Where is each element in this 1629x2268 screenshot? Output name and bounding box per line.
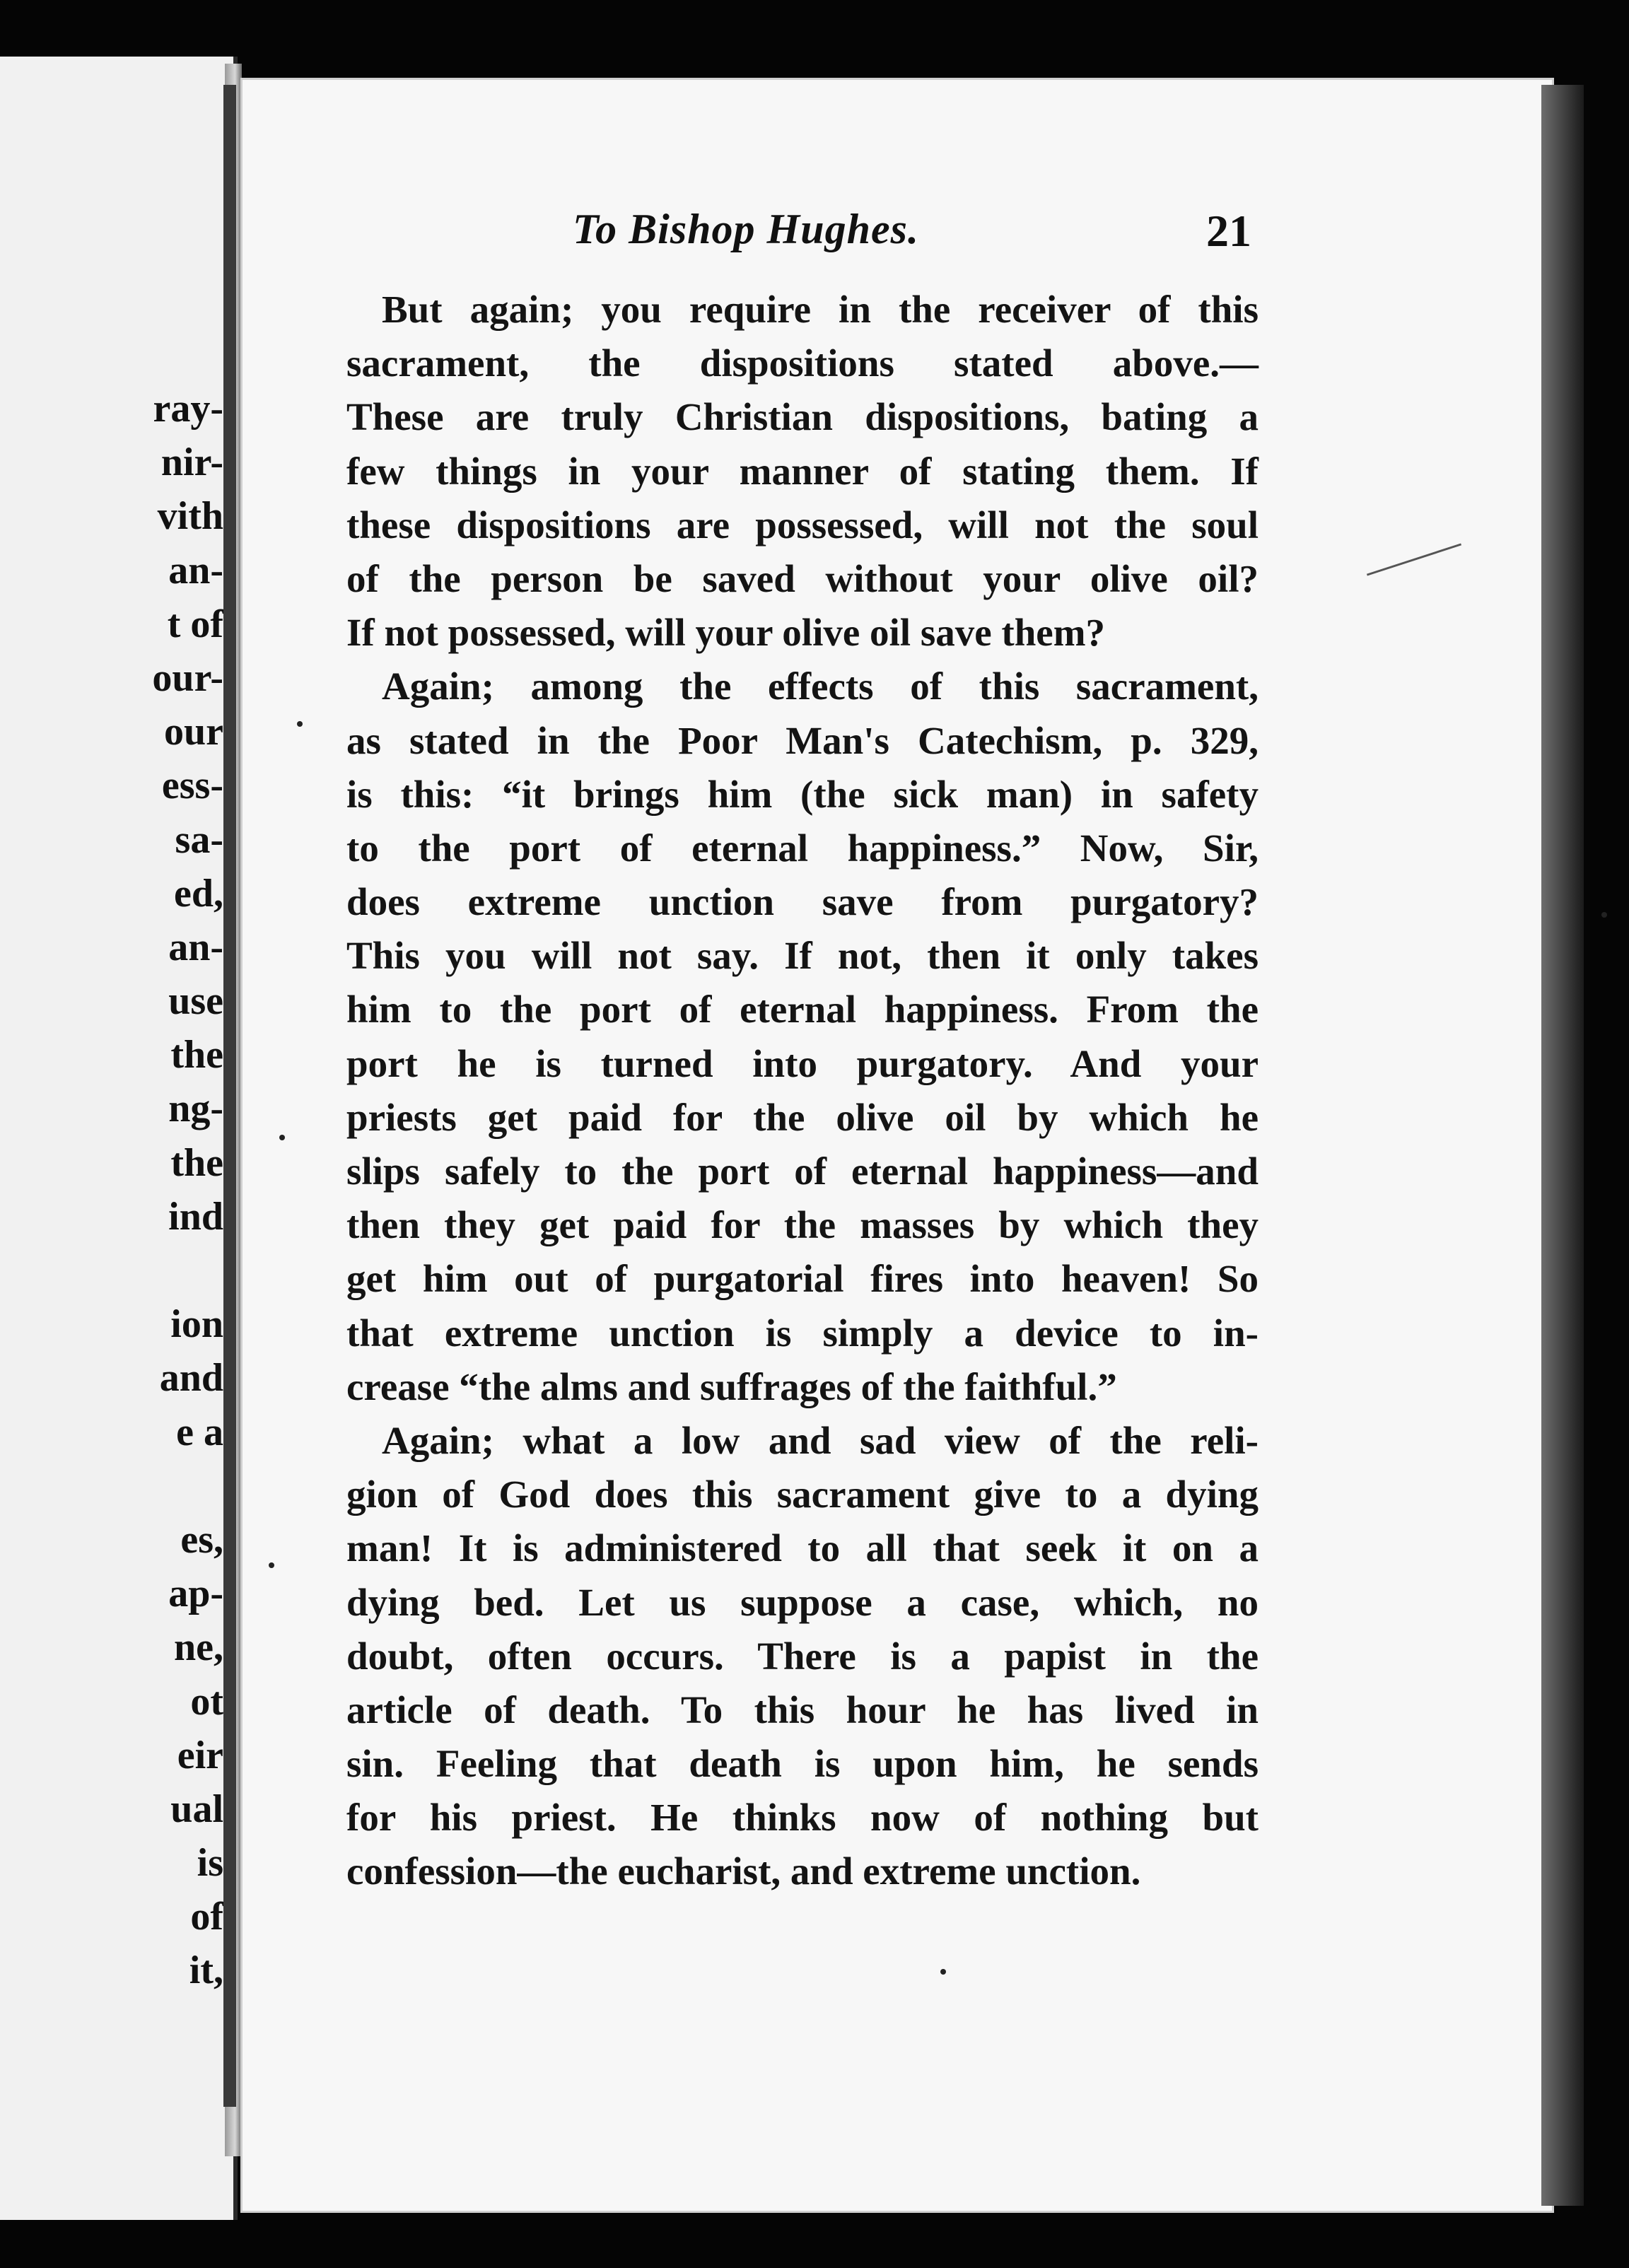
- left-fragment-line: is: [197, 1841, 223, 1886]
- text-line: that extreme unction is simply a device to in-: [346, 1311, 1259, 1355]
- left-fragment-line: of: [190, 1895, 223, 1939]
- speck: [297, 721, 303, 727]
- left-fragment-line: an-: [168, 548, 223, 592]
- text-line: article of death. To this hour he has lived in: [346, 1688, 1259, 1731]
- text-line: him to the port of eternal happiness. From the: [346, 988, 1259, 1031]
- speck: [940, 1969, 946, 1975]
- left-fragment-line: es,: [180, 1517, 223, 1562]
- left-fragment-line: ind: [168, 1194, 223, 1239]
- text-line: crease “the alms and suffrages of the faithful.”: [346, 1364, 1117, 1408]
- text-line: dying bed. Let us suppose a case, which, no: [346, 1580, 1259, 1624]
- left-fragment-line: t of: [167, 602, 223, 646]
- text-line: priests get paid for the olive oil by which he: [346, 1095, 1259, 1139]
- left-fragment-line: our-: [152, 655, 223, 700]
- text-line: these dispositions are possessed, will not the soul: [346, 503, 1259, 546]
- left-fragment-line: [11, 1244, 223, 1297]
- text-line: confession—the eucharist, and extreme unction.: [346, 1849, 1141, 1893]
- text-line: port he is turned into purgatory. And your: [346, 1041, 1259, 1085]
- left-fragment-line: ap-: [168, 1572, 223, 1616]
- text-line: sacrament, the dispositions stated above.—: [346, 341, 1259, 385]
- text-line: gion of God does this sacrament give to a dying: [346, 1473, 1259, 1516]
- speck: [1601, 912, 1607, 918]
- page-body-text: [346, 283, 1259, 1899]
- text-line: doubt, often occurs. There is a papist in the: [346, 1634, 1259, 1678]
- left-fragment-line: nir-: [160, 440, 223, 485]
- left-fragment-line: an-: [168, 925, 223, 969]
- page-header: [332, 205, 1251, 262]
- left-fragment-line: ot: [190, 1679, 223, 1724]
- text-line: for his priest. He thinks now of nothing but: [346, 1796, 1259, 1840]
- left-fragment-line: eir: [177, 1733, 223, 1777]
- left-fragment-line: e a: [176, 1410, 223, 1454]
- left-fragment-line: vith: [157, 494, 223, 539]
- left-fragment-line: ion: [170, 1302, 223, 1347]
- page-binding-edge: [223, 85, 236, 2107]
- text-line: If not possessed, will your olive oil save them?: [346, 611, 1106, 655]
- left-page-fragments: [11, 382, 223, 1998]
- left-fragment-line: use: [168, 979, 223, 1024]
- page-number: 21: [1206, 206, 1251, 256]
- left-fragment-line: it,: [189, 1948, 223, 1993]
- text-line: of the person be saved without your olive oil?: [346, 556, 1259, 600]
- left-fragment-line: [11, 1459, 223, 1513]
- text-line: get him out of purgatorial fires into heaven! So: [346, 1257, 1259, 1301]
- text-line: few things in your manner of stating them. If: [346, 449, 1259, 493]
- left-fragment-line: ng-: [168, 1087, 223, 1131]
- text-line: Again; what a low and sad view of the reli-: [382, 1418, 1259, 1462]
- text-line: These are truly Christian dispositions, bating a: [346, 395, 1259, 439]
- left-fragment-line: ual: [170, 1787, 223, 1831]
- text-line: does extreme unction save from purgatory?: [346, 880, 1259, 924]
- text-line: then they get paid for the masses by which they: [346, 1203, 1259, 1247]
- left-fragment-line: our: [164, 710, 223, 754]
- left-fragment-line: ne,: [174, 1625, 223, 1670]
- left-fragment-line: ess-: [161, 764, 223, 808]
- left-fragment-line: and: [159, 1356, 223, 1401]
- left-fragment-line: ed,: [174, 871, 223, 916]
- text-line: This you will not say. If not, then it only takes: [346, 934, 1259, 978]
- text-line: Again; among the effects of this sacrament,: [382, 665, 1259, 708]
- text-line: sin. Feeling that death is upon him, he sends: [346, 1742, 1259, 1786]
- text-line: man! It is administered to all that seek it on a: [346, 1526, 1259, 1570]
- text-line: is this: “it brings him (the sick man) in safety: [346, 772, 1259, 816]
- text-line: as stated in the Poor Man's Catechism, p. 329,: [346, 718, 1259, 762]
- text-line: to the port of eternal happiness.” Now, Sir,: [346, 826, 1259, 870]
- left-facing-page: [0, 57, 238, 2220]
- speck: [279, 1135, 285, 1140]
- left-fragment-line: ray-: [153, 387, 223, 431]
- text-line: slips safely to the port of eternal happiness—and: [346, 1150, 1259, 1193]
- speck: [269, 1562, 274, 1568]
- left-fragment-line: the: [170, 1033, 223, 1077]
- page-stack-edge: [1541, 85, 1584, 2206]
- running-head: To Bishop Hughes.: [573, 206, 919, 252]
- left-fragment-line: sa-: [175, 817, 223, 862]
- left-fragment-line: the: [170, 1140, 223, 1185]
- text-line: But again; you require in the receiver of this: [382, 288, 1259, 331]
